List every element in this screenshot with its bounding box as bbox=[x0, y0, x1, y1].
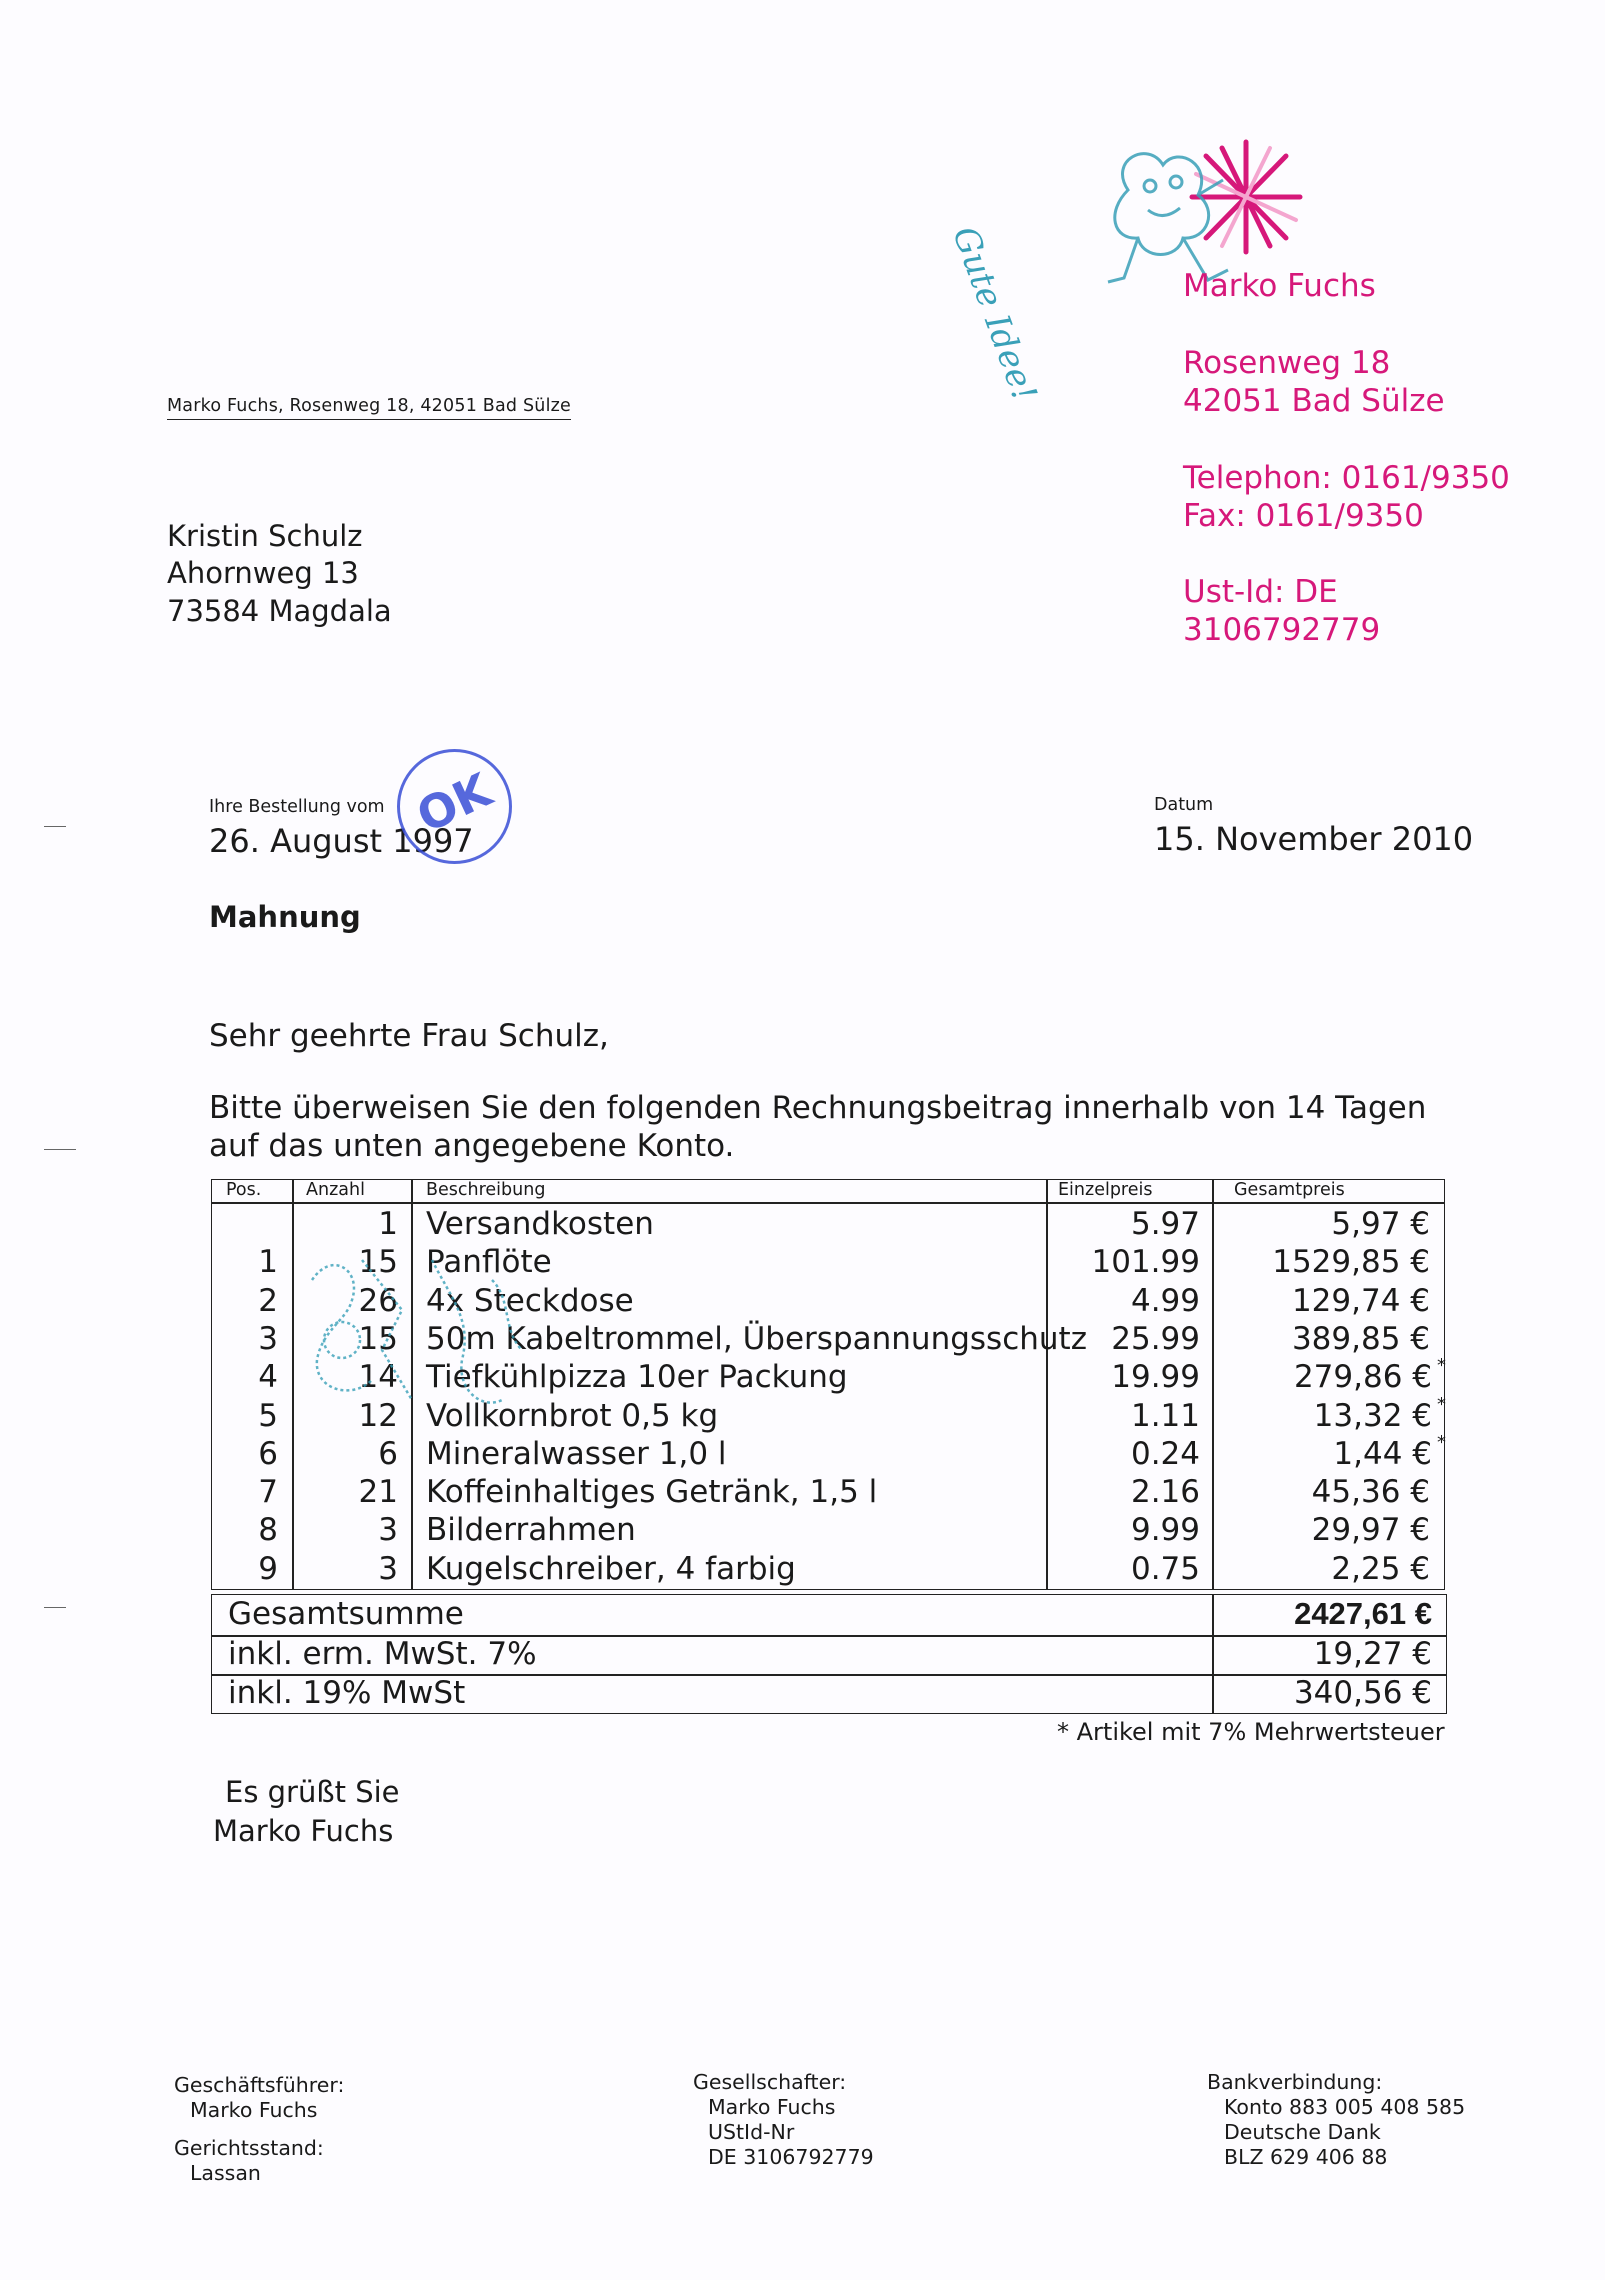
recipient-city: 73584 Magdala bbox=[167, 594, 392, 628]
recipient-name: Kristin Schulz bbox=[167, 519, 363, 553]
row-total: 45,36 € bbox=[1311, 1474, 1430, 1511]
row-total: 279,86 € bbox=[1293, 1359, 1432, 1396]
row-qty: 12 bbox=[358, 1397, 398, 1434]
total-value: 2427,61 € bbox=[1294, 1596, 1432, 1631]
recipient-street: Ahornweg 13 bbox=[167, 556, 359, 590]
row-total: 29,97 € bbox=[1311, 1512, 1430, 1549]
footer-partner-ustid-label: UStId-Nr bbox=[708, 2120, 795, 2144]
row-pos: 1 bbox=[258, 1244, 278, 1281]
row-unit: 0.75 bbox=[1130, 1550, 1200, 1587]
row-pos: 7 bbox=[258, 1474, 278, 1511]
order-label: Ihre Bestellung vom bbox=[209, 797, 385, 817]
row-desc: 50m Kabeltrommel, Überspannungsschutz bbox=[426, 1320, 1087, 1357]
salutation: Sehr geehrte Frau Schulz, bbox=[209, 1018, 609, 1054]
row-desc: Kugelschreiber, 4 farbig bbox=[426, 1550, 796, 1587]
body-line-1: Bitte überweisen Sie den folgenden Rechnungsbeitrag innerhalb von 14 Tagen bbox=[209, 1090, 1427, 1126]
ok-stamp-text: OK bbox=[408, 762, 500, 844]
row-qty: 26 bbox=[358, 1282, 398, 1319]
subject: Mahnung bbox=[209, 900, 361, 934]
sender-phone: Telephon: 0161/9350 bbox=[1183, 460, 1510, 496]
sender-name: Marko Fuchs bbox=[1183, 268, 1376, 304]
order-date: 26. August 1997 bbox=[209, 822, 474, 860]
row-qty: 3 bbox=[378, 1512, 398, 1549]
row-qty: 15 bbox=[358, 1320, 398, 1357]
row-unit: 1.11 bbox=[1130, 1397, 1200, 1434]
row-total: 389,85 € bbox=[1291, 1320, 1430, 1357]
handwritten-note: Gute Idee! bbox=[944, 221, 1045, 407]
sender-city: 42051 Bad Sülze bbox=[1183, 383, 1445, 419]
sender-fax: Fax: 0161/9350 bbox=[1183, 498, 1424, 534]
row-qty: 14 bbox=[358, 1359, 398, 1396]
footer-gf-name: Marko Fuchs bbox=[190, 2098, 318, 2122]
row-qty: 21 bbox=[358, 1474, 398, 1511]
sender-ust-number: 3106792779 bbox=[1183, 612, 1381, 648]
date-label: Datum bbox=[1154, 795, 1214, 815]
row-desc: 4x Steckdose bbox=[426, 1282, 634, 1319]
row-desc: Koffeinhaltiges Getränk, 1,5 l bbox=[426, 1474, 878, 1511]
header-pos: Pos. bbox=[226, 1180, 262, 1200]
row-pos: 9 bbox=[258, 1550, 278, 1587]
row-qty: 3 bbox=[378, 1550, 398, 1587]
row-desc: Bilderrahmen bbox=[426, 1512, 636, 1549]
row-star: * bbox=[1437, 1431, 1446, 1453]
row-qty: 1 bbox=[378, 1206, 398, 1242]
body-line-2: auf das unten angegebene Konto. bbox=[209, 1128, 735, 1164]
row-pos: 6 bbox=[258, 1435, 278, 1472]
row-total: 129,74 € bbox=[1291, 1282, 1430, 1319]
vat-footnote: * Artikel mit 7% Mehrwertsteuer bbox=[1057, 1718, 1445, 1746]
footer-bank-blz: BLZ 629 406 88 bbox=[1224, 2145, 1388, 2169]
row-unit: 25.99 bbox=[1111, 1320, 1200, 1357]
row-desc: Panflöte bbox=[426, 1244, 552, 1281]
scribble-stamp-icon bbox=[292, 1240, 552, 1440]
row-qty: 6 bbox=[378, 1435, 398, 1472]
footer-bank-label: Bankverbindung: bbox=[1207, 2070, 1383, 2094]
row-pos: 8 bbox=[258, 1512, 278, 1549]
footer-partner-ustid: DE 3106792779 bbox=[708, 2145, 874, 2169]
footer-court-name: Lassan bbox=[190, 2161, 261, 2185]
row-unit: 5.97 bbox=[1130, 1206, 1200, 1242]
footer-bank-account: Konto 883 005 408 585 bbox=[1224, 2095, 1466, 2119]
row-unit: 19.99 bbox=[1111, 1359, 1200, 1396]
fold-mark-top bbox=[44, 826, 66, 827]
fold-mark-bottom bbox=[44, 1607, 66, 1608]
header-total: Gesamtpreis bbox=[1234, 1180, 1345, 1200]
fold-mark-middle bbox=[44, 1149, 76, 1150]
totals-box bbox=[211, 1594, 1447, 1714]
row-star: * bbox=[1437, 1355, 1446, 1377]
closing-line-1: Es grüßt Sie bbox=[225, 1775, 400, 1809]
footer-partner-name: Marko Fuchs bbox=[708, 2095, 836, 2119]
row-pos: 4 bbox=[258, 1359, 278, 1396]
footer-bank-name: Deutsche Dank bbox=[1224, 2120, 1381, 2144]
row-desc: Tiefkühlpizza 10er Packung bbox=[426, 1359, 848, 1396]
row-total: 2,25 € bbox=[1331, 1550, 1430, 1587]
sender-street: Rosenweg 18 bbox=[1183, 345, 1391, 381]
row-desc: Mineralwasser 1,0 l bbox=[426, 1435, 727, 1472]
row-total: 13,32 € bbox=[1313, 1397, 1432, 1434]
full-vat-label: inkl. 19% MwSt bbox=[228, 1675, 466, 1711]
row-unit: 9.99 bbox=[1130, 1512, 1200, 1549]
header-unit: Einzelpreis bbox=[1058, 1180, 1153, 1200]
row-pos: 5 bbox=[258, 1397, 278, 1434]
row-total: 1529,85 € bbox=[1272, 1244, 1430, 1281]
document-date: 15. November 2010 bbox=[1154, 820, 1474, 858]
row-unit: 101.99 bbox=[1091, 1244, 1200, 1281]
row-unit: 4.99 bbox=[1130, 1282, 1200, 1319]
footer-partner-label: Gesellschafter: bbox=[693, 2070, 847, 2094]
row-pos: 3 bbox=[258, 1320, 278, 1357]
total-label: Gesamtsumme bbox=[228, 1596, 464, 1632]
reduced-vat-value: 19,27 € bbox=[1313, 1636, 1432, 1672]
row-star: * bbox=[1437, 1393, 1446, 1415]
row-pos: 2 bbox=[258, 1282, 278, 1319]
reduced-vat-label: inkl. erm. MwSt. 7% bbox=[228, 1636, 537, 1672]
ok-stamp-icon bbox=[397, 749, 512, 864]
sender-ust-label: Ust-Id: DE bbox=[1183, 574, 1338, 610]
row-qty: 15 bbox=[358, 1244, 398, 1281]
row-total: 1,44 € bbox=[1333, 1435, 1432, 1472]
return-address: Marko Fuchs, Rosenweg 18, 42051 Bad Sülze bbox=[167, 396, 571, 420]
closing-line-2: Marko Fuchs bbox=[213, 1814, 394, 1848]
header-desc: Beschreibung bbox=[426, 1180, 546, 1200]
row-unit: 0.24 bbox=[1130, 1435, 1200, 1472]
full-vat-value: 340,56 € bbox=[1293, 1675, 1432, 1711]
row-desc: Versandkosten bbox=[426, 1206, 654, 1242]
footer-court-label: Gerichtsstand: bbox=[174, 2136, 324, 2160]
header-qty: Anzahl bbox=[306, 1180, 365, 1200]
row-desc: Vollkornbrot 0,5 kg bbox=[426, 1397, 719, 1434]
row-unit: 2.16 bbox=[1130, 1474, 1200, 1511]
row-total: 5,97 € bbox=[1331, 1206, 1430, 1242]
footer-gf-label: Geschäftsführer: bbox=[174, 2073, 345, 2097]
